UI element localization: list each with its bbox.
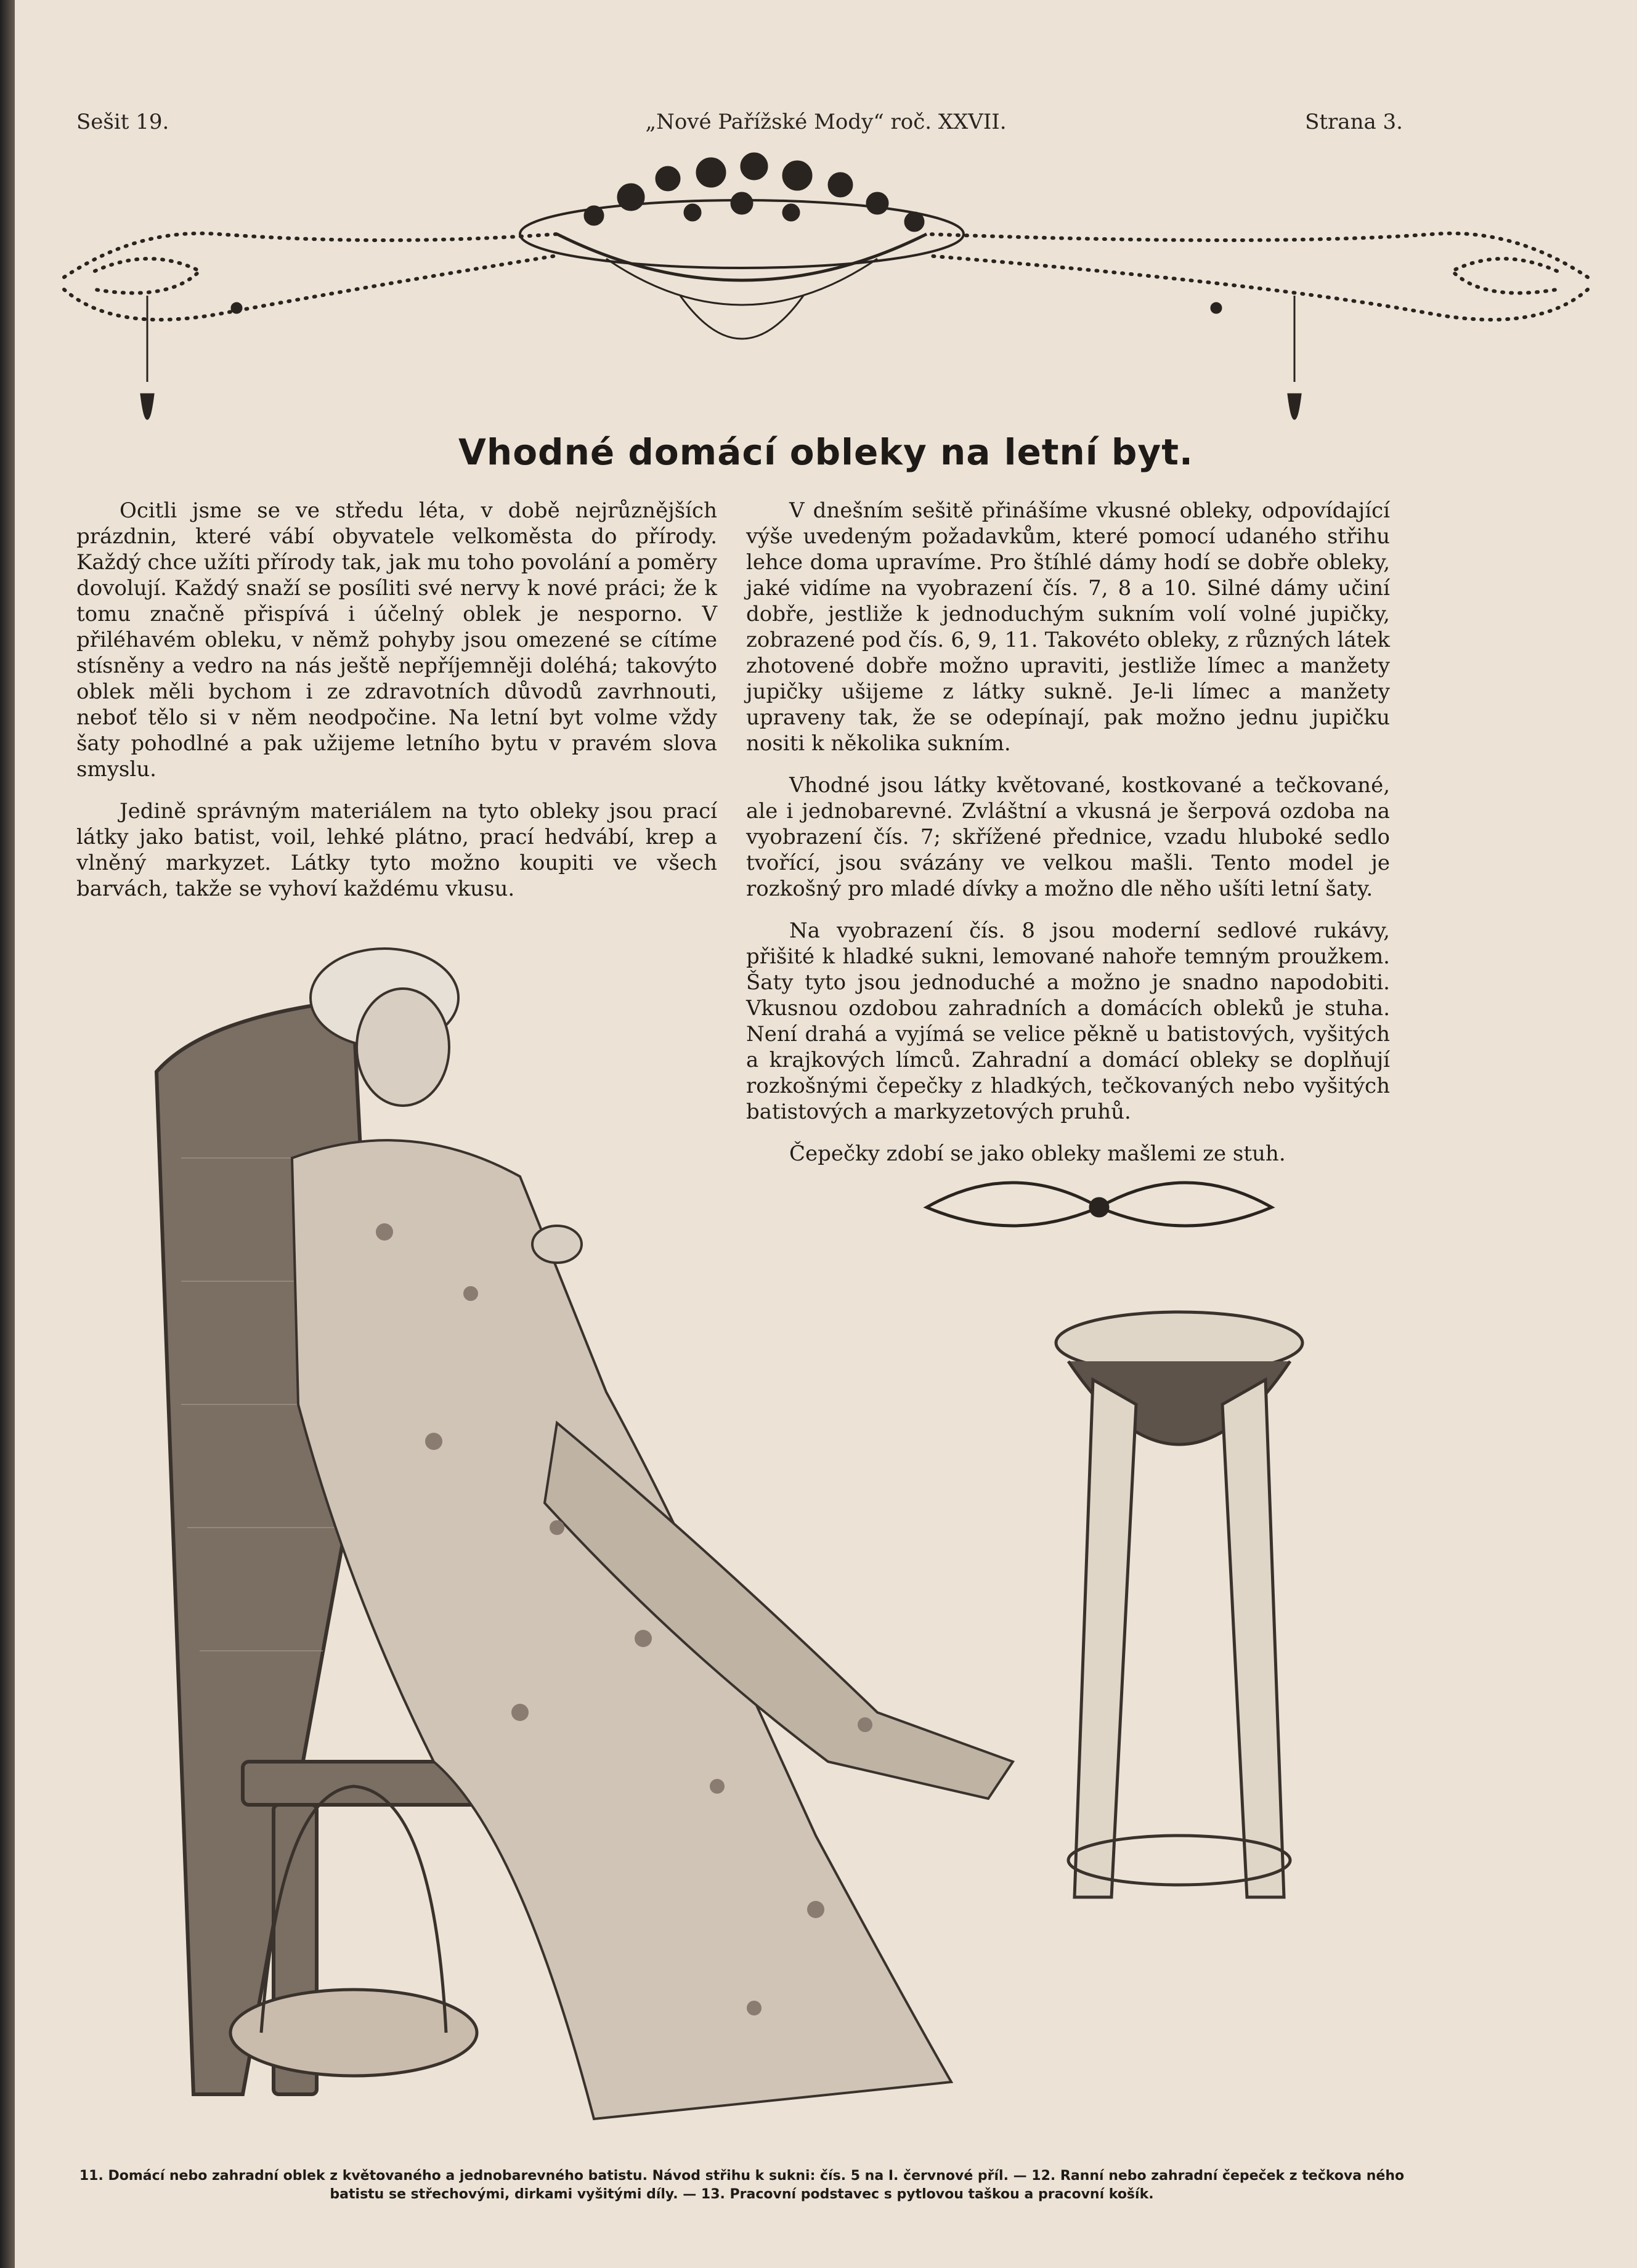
issue-number: Sešit 19. (76, 110, 169, 134)
magazine-page (15, 0, 1637, 2268)
illustration-woman-in-wicker-chair (89, 912, 1444, 2156)
page-number: Strana 3. (1305, 110, 1403, 134)
running-header (15, 110, 1637, 147)
divider-ornament (927, 1183, 1272, 1226)
article-title: Vhodné domácí obleky na letní byt. (458, 431, 1193, 473)
work-stand (1056, 1312, 1302, 1897)
seated-woman (292, 949, 1013, 2119)
paragraph: V dnešním sešitě přinášíme vkusné obleky, odpovídající výše uvedeným požadavkům, které pomocí udaného střihu lehce doma upravíme. Pro štíhlé dámy hodí se dobře obleky, jaké vidíme na vyobrazení čís. 7, 8 a 10. Silné dámy učiní dobře, jestliže k jednoduchým sukním volí volné jupičky, zobrazené pod čís. 6, 9, 11. Takovéto obleky, z různých látek zhotovené dobře možno upraviti, jestliže límec a manžety jupičky ušijeme z látky sukně. Je-li límec a manžety upraveny tak, že se odepínají, pak možno jednu jupičku nositi k několika sukním. (746, 498, 1390, 756)
floral-header-ornament (15, 148, 1637, 456)
left-text-column (76, 498, 717, 918)
magazine-title: „Nové Pařížské Mody“ roč. XXVII. (645, 110, 1007, 134)
paragraph: Jedině správným materiálem na tyto obleky jsou prací látky jako batist, voil, lehké plátno, prací hedvábí, krep a vlněný markyzet. Látky tyto možno koupiti ve všech barvách, takže se vyhoví každému vkusu. (76, 799, 717, 901)
paragraph: Vhodné jsou látky květované, kostkované a tečkované, ale i jednobarevné. Zvláštní a vkusná je šerpová ozdoba na vyobrazení čís. 7; skřížené přednice, vzadu hluboké sedlo tvořící, jsou svázány ve velkou mašli. Tento model je rozkošný pro mladé dívky a možno dle něho ušíti letní šaty. (746, 773, 1390, 901)
paragraph: Na vyobrazení čís. 8 jsou moderní sedlové rukávy, přišité k hladké sukni, lemované nahoře temným proužkem. Šaty tyto jsou jednoduché a možno je snadno napodobiti. Vkusnou ozdobou zahradních a domácích obleků je stuha. Není drahá a vyjímá se velice pěkně u batistových, vyšitých a krajkových límců. Zahradní a domácí obleky se doplňují rozkošnými čepečky z hladkých, tečkovaných nebo vyšitých batistových a markyzetových pruhů. (746, 918, 1390, 1124)
paragraph: Čepečky zdobí se jako obleky mašlemi ze stuh. (789, 1141, 1286, 1166)
paragraph: Ocitli jsme se ve středu léta, v době nejrůznějších prázdnin, které vábí obyvatele velkoměsta do přírody. Každý chce užíti přírody tak, jak mu toho povolání a poměry dovolují. Každý snaží se posíliti své nervy k nové práci; že k tomu značně přispívá i účelný oblek je nesporno. V přiléhavém obleku, v němž pohyby jsou omezené se cítíme stísněny a vedro na nás ještě nepříjemněji doléhá; takovýto oblek měli bychom i ze zdravotních důvodů zavrhnouti, neboť tělo si v něm neodpočine. Na letní byt volme vždy šaty pohodlné a pak užijeme letního bytu v pravém slova smyslu. (76, 498, 717, 782)
book-spine (0, 0, 15, 2268)
figure-caption: 11. Domácí nebo zahradní oblek z květovaného a jednobarevného batistu. Návod střihu k sukni: čís. 5 na I. červnové příl. — 12. Ranní nebo zahradní čepeček z tečkova ného batistu se střechovými, dirkami vyšitými díly. — 13. Pracovní podstavec s pytlovou taškou a pracovní košík. (79, 2168, 1405, 2202)
